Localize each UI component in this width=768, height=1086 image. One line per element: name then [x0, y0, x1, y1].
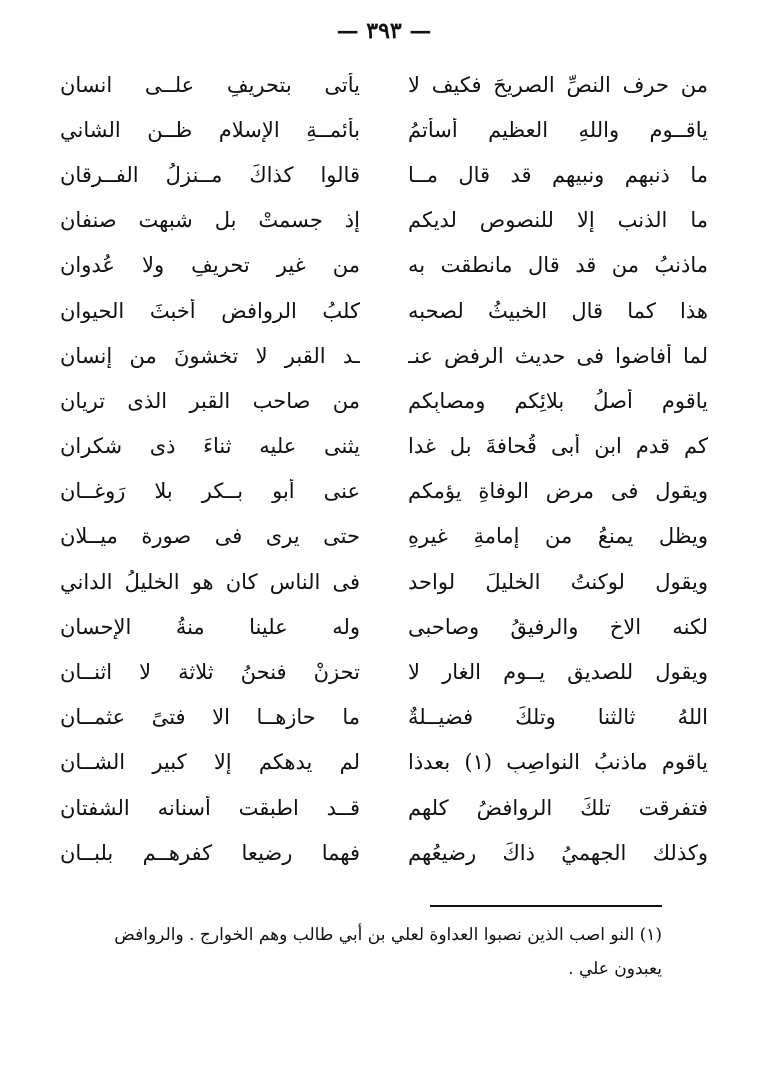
verse-second-hemistich: وله علينا منةُ الإحسان: [60, 614, 360, 639]
verse-second-hemistich: حتى يرى فى صورة ميــلان: [60, 524, 360, 549]
poem-body: [60, 62, 708, 875]
verse-second-hemistich: فهما رضيعا كفرهــم بلبــان: [60, 840, 360, 865]
verse-second-hemistich: يأتى بتحريفٍ علــى انسان: [60, 72, 360, 97]
verse-first-hemistich: فتفرقت تلكَ الروافضُ كلهم: [408, 795, 708, 820]
verse-line: [60, 740, 708, 785]
verse-first-hemistich: ويقول فى مرضِ الوفاةِ يؤمكم: [408, 479, 708, 504]
verse-first-hemistich: ويقول لوكنتُ الخليلَ لواحد: [408, 569, 708, 594]
footnote-divider: [430, 905, 662, 907]
footnote: [62, 918, 662, 986]
verse-first-hemistich: كم قدم ابن أبى قُحافةَ بل غدا: [408, 434, 708, 459]
verse-line: [60, 107, 708, 152]
verse-line: [60, 333, 708, 378]
verse-first-hemistich: ويقول للصديقِ يــوم الغارِ لا: [408, 660, 708, 685]
verse-line: [60, 514, 708, 559]
verse-first-hemistich: لما أفاضوا فى حديث الرفضِ عنـ: [408, 343, 708, 368]
verse-first-hemistich: ياقوم أصلُ بلائِكم ومصابِكم: [408, 388, 708, 413]
verse-second-hemistich: قالوا كذاكَ مــنزلُ الفــرقان: [60, 162, 360, 187]
verse-second-hemistich: يثنى عليه ثناءَ ذى شكران: [60, 434, 360, 459]
verse-second-hemistich: ما حازهــا الا فتىً عثمــان: [60, 705, 360, 730]
verse-line: [60, 152, 708, 197]
verse-first-hemistich: من حرف النصِّ الصريحَ فكيف لا: [408, 72, 708, 97]
verse-second-hemistich: قــد اطبقت أسنانه الشفتان: [60, 795, 360, 820]
verse-second-hemistich: لم يدهكم إلا كبير الشــان: [60, 750, 360, 775]
verse-line: [60, 559, 708, 604]
verse-second-hemistich: عنى أبو بــكرٍ بلا رَوغــان: [60, 479, 360, 504]
verse-second-hemistich: كلبُ الروافضِ أخبثَ الحيوان: [60, 298, 360, 323]
verse-line: [60, 243, 708, 288]
verse-second-hemistich: فى الناس كان هو الخليلُ الداني: [60, 569, 360, 594]
verse-first-hemistich: ما ذنبهم ونبيهم قد قال مــا: [408, 162, 708, 187]
verse-first-hemistich: لكنه الاخ والرفيقُ وصاحبى: [408, 614, 708, 639]
verse-second-hemistich: ـد القبر لا تخشونَ من إنسان: [60, 343, 360, 368]
verse-first-hemistich: ويظل يمنعُ من إمامةِ غيرهِ: [408, 524, 708, 549]
verse-line: [60, 830, 708, 875]
verse-line: [60, 378, 708, 423]
verse-first-hemistich: وكذلك الجهميُ ذاكَ رضيعُهم: [408, 840, 708, 865]
footnote-line: يعبدون علي .: [568, 959, 662, 979]
verse-second-hemistich: بأئمــةِ الإسلام ظــن الشاني: [60, 117, 360, 142]
verse-first-hemistich: ما الذنب إلا للنصوص لديكم: [408, 208, 708, 233]
verse-first-hemistich: ياقوم ماذنبُ النواصِبِ (١) بعدذا: [408, 750, 708, 775]
verse-line: [60, 424, 708, 469]
verse-line: [60, 695, 708, 740]
verse-second-hemistich: إذ جسمتْ بل شبهت صنفان: [60, 208, 360, 233]
verse-first-hemistich: ماذنبُ من قد قال مانطقت به: [408, 253, 708, 278]
verse-line: [60, 198, 708, 243]
verse-first-hemistich: هذا كما قال الخبيثُ لصحبه: [408, 298, 708, 323]
verse-line: [60, 62, 708, 107]
verse-second-hemistich: تحزنْ فنحنُ ثلاثة لا اثنــان: [60, 660, 360, 685]
verse-first-hemistich: اللهُ ثالثنا وتلكَ فضيــلةٌ: [408, 705, 708, 730]
verse-line: [60, 469, 708, 514]
verse-line: [60, 649, 708, 694]
verse-line: [60, 604, 708, 649]
page-number: — ٣٩٣ —: [336, 18, 432, 44]
verse-first-hemistich: ياقــوم واللهِ العظيم أسأْتمُ: [408, 117, 708, 142]
verse-line: [60, 785, 708, 830]
verse-second-hemistich: من صاحب القبرِ الذى تريان: [60, 388, 360, 413]
verse-line: [60, 288, 708, 333]
footnote-line: (١) النو اصب الذين نصبوا العداوة لعلي بن أبي طالب وهم الخوارج . والروافض: [114, 925, 662, 945]
verse-second-hemistich: من غير تحريفٍ ولا عُدوان: [60, 253, 360, 278]
